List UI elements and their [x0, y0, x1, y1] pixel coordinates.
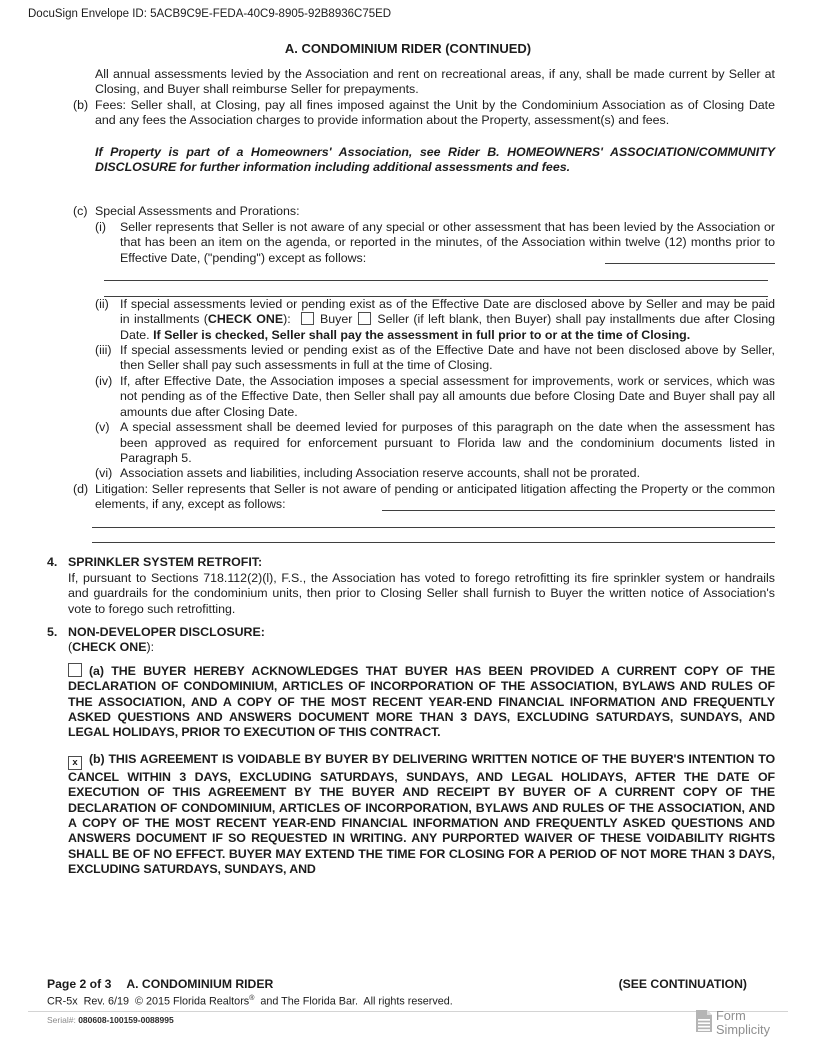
- item-c-ii-marker: (ii): [95, 296, 109, 311]
- option-b-check-mark: x: [72, 756, 78, 768]
- check-one-prefix: (: [68, 640, 73, 655]
- item-c-v: [47, 420, 775, 466]
- serial-number: [47, 1015, 174, 1025]
- item-b-marker: (b): [73, 97, 89, 112]
- item-c-iii-marker: (iii): [95, 343, 112, 358]
- check-one-label: CHECK ONE: [72, 640, 147, 655]
- pending-assessments-blank-field[interactable]: [605, 262, 775, 264]
- item-c-label: Special Assessments and Prorations:: [95, 204, 300, 219]
- continuation-paragraph: All annual assessments levied by the Association and rent on recreational areas, if any, shall be made current by Seller at Closing, and Buyer shall reimburse Seller for prepayments.: [95, 67, 775, 97]
- item-c-i-body: Seller represents that Seller is not aware of any special or other assessment that has been levied by the Association or that has been an item on the agenda, or reported in the minutes, of the Association within twelve (12) months prior to Effective Date, ("pending") except as follows:: [120, 219, 775, 265]
- section-5-number: 5.: [47, 624, 58, 639]
- page-title: A. CONDOMINIUM RIDER (CONTINUED): [284, 41, 532, 56]
- item-c-iii: [47, 343, 775, 374]
- section-4: [47, 555, 775, 617]
- item-c-ii-bold-tail: If Seller is checked, Seller shall pay the assessment in full prior to or at the time of Closing.: [153, 327, 691, 342]
- litigation-blank-field[interactable]: [382, 509, 775, 511]
- item-d: [47, 482, 775, 513]
- blank-line[interactable]: [92, 528, 775, 543]
- check-one-label: CHECK ONE: [207, 312, 284, 327]
- item-c-i-text: [120, 220, 775, 266]
- item-c-v-marker: (v): [95, 420, 110, 435]
- footer-left: [47, 977, 273, 991]
- form-simplicity-logo: [695, 1009, 770, 1038]
- item-c-ii: [47, 297, 775, 343]
- option-b-checkbox[interactable]: [68, 756, 82, 770]
- item-c-iv-marker: (iv): [95, 373, 113, 388]
- section-5: [47, 625, 775, 878]
- footer-rev-text: CR-5x Rev. 6/19 © 2015 Florida Realtors: [47, 995, 250, 1008]
- item-c-vi: [47, 466, 775, 481]
- item-c-i: [47, 220, 775, 266]
- blank-line[interactable]: [92, 513, 775, 528]
- section-4-body: If, pursuant to Sections 718.112(2)(l), F.S., the Association has voted to forego retrofitting its fire sprinkler system or handrails and guardrails for the condominium units, then prior to Closing Seller shall furnish to Buyer the written notice of Association's vote to forego such retrofitting.: [68, 570, 775, 616]
- check-one-line: [68, 640, 775, 655]
- serial-value: 080608-100159-0088995: [78, 1015, 174, 1025]
- item-b-text: Fees: Seller shall, at Closing, pay all fines imposed against the Unit by the Condominium Association as of Closing Date and any fees the Association charges to provide information about the Property, assessment(s) and fees.: [95, 97, 775, 128]
- item-c-iv-text: If, after Effective Date, the Association imposes a special assessment for improvements, work or services, which was not pending as of the Effective Date, then Seller shall pay all amounts due before Closing Date and Buyer shall pay all amounts due after Closing Date.: [120, 373, 775, 419]
- footer-revision-line: [47, 995, 453, 1008]
- seller-checkbox[interactable]: [358, 312, 371, 325]
- item-c-marker: (c): [73, 204, 88, 219]
- see-continuation-label: (SEE CONTINUATION): [618, 977, 747, 991]
- form-simplicity-document-icon: [695, 1009, 713, 1038]
- disclosure-option-a: [68, 663, 775, 741]
- item-c-iv: [47, 374, 775, 420]
- page-number-label: Page 2 of 3: [47, 977, 112, 991]
- registered-mark: ®: [249, 995, 255, 1002]
- item-c-iii-text: If special assessments levied or pending exist as of the Effective Date and have not been disclosed above by Seller, then Seller shall pay such assessments in full at the time of Closing.: [120, 343, 775, 373]
- logo-line-1: Form: [715, 1008, 746, 1023]
- item-d-text: [95, 482, 775, 513]
- form-simplicity-wordmark: [716, 1009, 770, 1036]
- document-body: [47, 67, 775, 878]
- buyer-checkbox[interactable]: [301, 312, 314, 325]
- blank-line[interactable]: [104, 266, 768, 281]
- item-d-body: Litigation: Seller represents that Seller is not aware of pending or anticipated litigation affecting the Property or the common elements, if any, except as follows:: [95, 481, 775, 512]
- item-c-vi-text: Association assets and liabilities, including Association reserve accounts, shall not be prorated.: [120, 466, 641, 481]
- section-4-number: 4.: [47, 555, 58, 570]
- item-c-ii-t3: Seller (if left blank, then Buyer) shall pay installments due after Closing Date.: [120, 312, 775, 342]
- disclosure-option-b: [68, 752, 775, 878]
- section-5-heading: NON-DEVELOPER DISCLOSURE:: [68, 624, 265, 639]
- item-b: [47, 98, 775, 129]
- footer-divider: [28, 1011, 788, 1012]
- item-c-i-marker: (i): [95, 219, 107, 234]
- item-c-v-text: A special assessment shall be deemed levied for purposes of this paragraph on the date when the assessment has been approved as required for enforcement pursuant to Florida law and the condominium documents listed in Paragraph 5.: [120, 420, 775, 465]
- logo-line-2: Simplicity: [715, 1021, 770, 1037]
- item-c-ii-t2: ):: [283, 312, 296, 327]
- section-4-heading: SPRINKLER SYSTEM RETROFIT:: [68, 555, 263, 570]
- item-c-ii-t1: If special assessments levied or pending exist as of the Effective Date are disclosed above by Seller and may be paid in installments (: [120, 296, 775, 327]
- check-one-suffix: ):: [146, 640, 155, 655]
- option-b-text: (b) THIS AGREEMENT IS VOIDABLE BY BUYER BY DELIVERING WRITTEN NOTICE OF THE BUYER'S INTENTION TO CANCEL WITHIN 3 DAYS, EXCLUDING SATURDAYS, SUNDAYS, AND LEGAL HOLIDAYS, AFTER THE DATE OF EXECUTION OF THIS AGREEMENT BY THE BUYER AND RECEIPT BY BUYER OF A CURRENT COPY OF THE DECLARATION OF CONDOMINIUM, ARTICLES OF INCORPORATION, BYLAWS AND RULES OF THE ASSOCIATION, AND A COPY OF THE MOST RECENT YEAR-END FINANCIAL INFORMATION AND FREQUENTLY ASKED QUESTIONS AND ANSWERS DOCUMENT IF SO REQUESTED IN WRITING. ANY PURPORTED WAIVER OF THESE VOIDABILITY RIGHTS SHALL BE OF NO EFFECT. BUYER MAY EXTEND THE TIME FOR CLOSING FOR A PERIOD OF NOT MORE THAN 3 DAYS, EXCLUDING SATURDAYS, SUNDAYS, AND: [68, 751, 775, 877]
- option-a-checkbox[interactable]: [68, 663, 82, 677]
- footer-doc-label: A. CONDOMINIUM RIDER: [126, 977, 274, 991]
- item-c: [47, 204, 775, 219]
- buyer-checkbox-label: Buyer: [320, 312, 353, 327]
- option-a-text: (a) THE BUYER HEREBY ACKNOWLEDGES THAT BUYER HAS BEEN PROVIDED A CURRENT COPY OF THE DECLARATION OF CONDOMINIUM, ARTICLES OF INCORPORATION OF THE ASSOCIATION, BYLAWS AND RULES OF THE ASSOCIATION, AND A COPY OF THE MOST RECENT YEAR-END FINANCIAL INFORMATION AND FREQUENTLY ASKED QUESTIONS AND ANSWERS DOCUMENT MORE THAN 3 DAYS, EXCLUDING SATURDAYS, SUNDAYS, AND LEGAL HOLIDAYS, PRIOR TO EXECUTION OF THIS CONTRACT.: [68, 663, 775, 740]
- hoa-notice: If Property is part of a Homeowners' Association, see Rider B. HOMEOWNERS' ASSOCIATION/COMMUNITY DISCLOSURE for further information including additional assessments and fees.: [95, 144, 775, 175]
- item-d-marker: (d): [73, 481, 89, 496]
- serial-label: Serial#:: [47, 1015, 76, 1025]
- blank-line[interactable]: [104, 281, 768, 296]
- item-c-vi-marker: (vi): [95, 466, 113, 481]
- footer-line-1: [47, 977, 775, 991]
- footer-rights-text: and The Florida Bar. All rights reserved.: [254, 995, 453, 1008]
- item-c-ii-text: [120, 297, 775, 343]
- docusign-envelope-id: DocuSign Envelope ID: 5ACB9C9E-FEDA-40C9-8905-92B8936C75ED: [28, 8, 392, 20]
